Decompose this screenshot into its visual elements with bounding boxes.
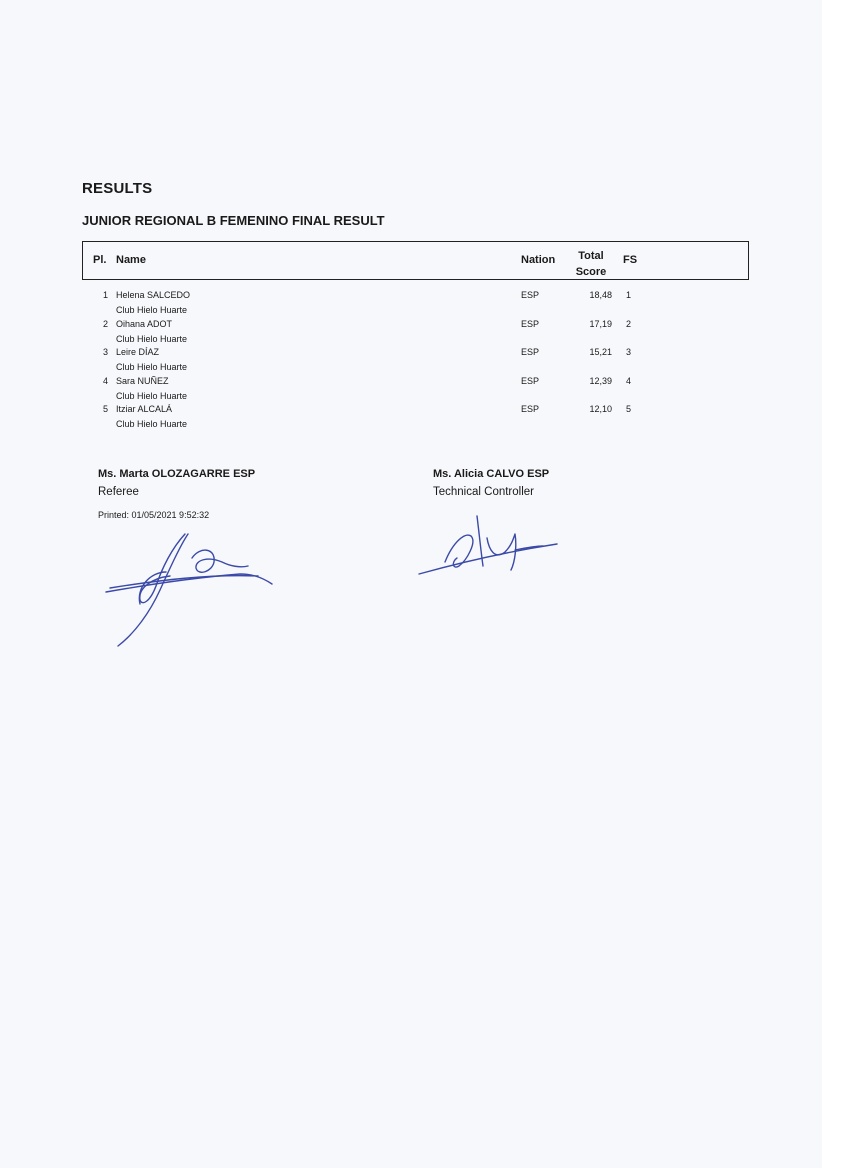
table-row <box>82 376 749 405</box>
referee-name: Ms. Marta OLOZAGARRE ESP <box>98 468 256 480</box>
row-place: 3 <box>102 347 108 357</box>
results-table-body <box>82 290 749 433</box>
referee-signature-icon <box>100 528 280 653</box>
table-row <box>82 404 749 433</box>
row-total-score: 18,48 <box>589 290 612 300</box>
row-place: 2 <box>102 318 108 329</box>
technical-controller-block <box>433 468 549 498</box>
technical-controller-signature-icon <box>415 512 565 582</box>
referee-role: Referee <box>98 486 139 498</box>
header-fs: FS <box>623 254 638 266</box>
technical-controller-name: Ms. Alicia CALVO ESP <box>433 468 550 480</box>
header-place: Pl. <box>93 254 107 266</box>
row-club: Club Hielo Huarte <box>116 333 188 344</box>
row-skater-name: Oihana ADOT <box>116 318 173 329</box>
row-nation: ESP <box>521 404 540 414</box>
table-row <box>82 347 749 376</box>
scan-edge <box>822 0 848 1168</box>
row-skater-name: Itziar ALCALÁ <box>116 404 173 414</box>
row-place: 1 <box>102 290 108 300</box>
row-total-score: 17,19 <box>589 318 612 329</box>
header-total-score <box>569 248 613 280</box>
row-skater-name: Sara NUÑEZ <box>116 375 169 386</box>
header-total-line1: Total <box>578 250 604 262</box>
technical-controller-role: Technical Controller <box>433 486 534 498</box>
row-club: Club Hielo Huarte <box>116 362 188 372</box>
printed-timestamp: Printed: 01/05/2021 9:52:32 <box>98 510 210 520</box>
referee-block <box>98 468 255 498</box>
row-nation: ESP <box>521 375 540 386</box>
row-club: Club Hielo Huarte <box>116 419 188 429</box>
row-place: 5 <box>102 404 108 414</box>
row-place: 4 <box>102 375 108 386</box>
table-row <box>82 319 749 348</box>
header-total-line2: Score <box>575 266 607 278</box>
row-total-score: 12,10 <box>589 404 612 414</box>
row-total-score: 15,21 <box>589 347 612 357</box>
table-row <box>82 290 749 319</box>
row-skater-name: Leire DÍAZ <box>116 347 160 357</box>
row-nation: ESP <box>521 290 540 300</box>
page-title: RESULTS <box>82 180 153 197</box>
row-fs: 5 <box>626 404 632 414</box>
results-table-header <box>82 241 749 280</box>
row-total-score: 12,39 <box>589 375 612 386</box>
row-club: Club Hielo Huarte <box>116 390 188 401</box>
row-fs: 3 <box>626 347 632 357</box>
row-nation: ESP <box>521 318 540 329</box>
row-club: Club Hielo Huarte <box>116 305 188 315</box>
row-nation: ESP <box>521 347 540 357</box>
header-name: Name <box>116 254 146 266</box>
row-fs: 4 <box>626 375 632 386</box>
row-fs: 2 <box>626 318 632 329</box>
event-subtitle: JUNIOR REGIONAL B FEMENINO FINAL RESULT <box>82 213 385 228</box>
row-skater-name: Helena SALCEDO <box>116 290 191 300</box>
header-nation: Nation <box>521 254 556 266</box>
row-fs: 1 <box>626 290 632 300</box>
